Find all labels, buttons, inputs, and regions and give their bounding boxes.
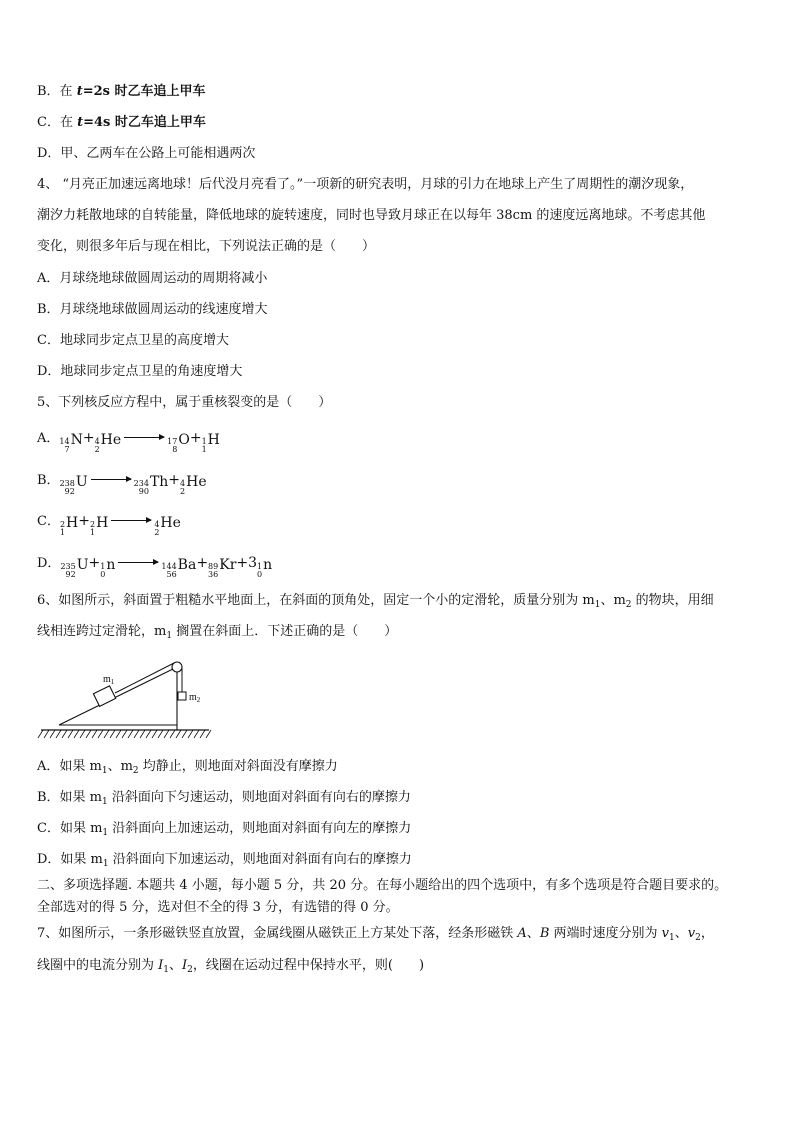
q4-stem-line-3: 变化，则很多年后与现在相比，下列说法正确的是（ ） <box>37 239 376 254</box>
option-label: D． <box>37 556 61 571</box>
q3-option-d: D．甲、乙两车在公路上可能相遇两次 <box>37 146 256 161</box>
mass-number: 4 <box>94 437 100 446</box>
incline <box>59 667 177 725</box>
element-symbol: He <box>186 474 207 490</box>
mass-number: 2 <box>59 520 66 529</box>
mass-number: 17 <box>167 437 178 446</box>
atomic-number: 8 <box>172 445 178 454</box>
atomic-number: 1 <box>59 528 66 537</box>
nuclide <box>154 515 181 537</box>
nuclide <box>180 474 207 496</box>
q4-option-b: B．月球绕地球做圆周运动的线速度增大 <box>37 302 268 317</box>
atomic-number: 90 <box>138 487 149 496</box>
element-symbol: He <box>100 432 122 448</box>
element-symbol: U <box>76 557 89 573</box>
q5-option-a <box>37 430 220 454</box>
element-symbol: N <box>70 432 83 448</box>
nuclide <box>202 432 220 454</box>
option-label: C． <box>37 514 60 529</box>
atomic-number: 7 <box>64 445 70 454</box>
q7-stem-line-1: 7、如图所示，一条形磁铁竖直放置，金属线圈从磁铁正上方某处下落，经条形磁铁 A、B 两端时速度分别为 $v_1$、$v_2$， <box>37 926 714 943</box>
mass-number: 89 <box>208 562 219 571</box>
q6-option-b: B．如果 $m_1$ 沿斜面向下匀速运动，则地面对斜面有向右的摩擦力 <box>37 790 411 807</box>
label-m1: $m_1$ <box>103 674 115 686</box>
nuclide <box>100 557 115 579</box>
q4-option-a: A．月球绕地球做圆周运动的周期将减小 <box>37 271 268 286</box>
plus-sign: + <box>82 430 95 446</box>
atomic-number: 2 <box>154 528 160 537</box>
atomic-number: 1 <box>90 528 96 537</box>
atomic-number: 1 <box>201 445 207 454</box>
q4-option-c: C．地球同步定点卫星的高度增大 <box>37 333 229 348</box>
reaction-arrow <box>91 479 131 480</box>
mass-number: 235 <box>60 562 76 571</box>
q6-stem-line-2: 线相连跨过定滑轮，$m_1$ 搁置在斜面上．下述正确的是（ ） <box>37 624 398 641</box>
element-symbol: He <box>160 515 181 531</box>
mass-number: 14 <box>59 437 70 446</box>
q6-option-d: D．如果 $m_1$ 沿斜面向下加速运动，则地面对斜面有向右的摩擦力 <box>37 852 412 869</box>
atomic-number: 2 <box>180 487 186 496</box>
q5-option-d <box>37 555 272 579</box>
q6-option-c: C．如果 $m_1$ 沿斜面向上加速运动，则地面对斜面有向左的摩擦力 <box>37 821 412 838</box>
nuclide <box>59 432 82 454</box>
nuclide <box>134 474 169 496</box>
mass-number: 238 <box>59 479 75 488</box>
element-symbol: Th <box>149 474 169 490</box>
q3-option-b: B．在 t=2s 时乙车追上甲车 <box>37 84 206 99</box>
mass-number: 4 <box>154 520 160 529</box>
atomic-number: 36 <box>208 570 219 579</box>
mass-number: 2 <box>90 520 96 529</box>
nuclide <box>257 557 272 579</box>
element-symbol: H <box>207 432 220 448</box>
mass-number: 4 <box>180 479 186 488</box>
q5-option-c <box>37 513 181 537</box>
element-symbol: U <box>75 474 88 490</box>
mass-number: 1 <box>257 562 263 571</box>
mass-number: 1 <box>201 437 207 446</box>
q6-stem-line-1: 6、如图所示，斜面置于粗糙水平地面上，在斜面的顶角处，固定一个小的定滑轮，质量分别为 $m_1$、$m_2$ 的物块，用细 <box>37 593 714 610</box>
element-symbol: n <box>263 557 273 573</box>
element-symbol: H <box>66 515 79 531</box>
q3-option-c: C．在 t=4s 时乙车追上甲车 <box>37 115 206 130</box>
option-label: B． <box>37 473 60 488</box>
string-incline <box>115 663 174 693</box>
q6-option-a: A．如果 $m_1$、$m_2$ 均静止，则地面对斜面没有摩擦力 <box>37 759 338 776</box>
reaction-arrow <box>111 520 151 521</box>
nuclide <box>161 557 196 579</box>
atomic-number: 0 <box>100 570 106 579</box>
nuclide <box>95 432 122 454</box>
section-2-heading-line-1: 二、多项选择题. 本题共 4 小题，每小题 5 分，共 20 分。在每小题给出的四个选项中，有多个选项是符合题目要求的。 <box>37 878 728 893</box>
ground-hatching <box>38 730 211 738</box>
plus-sign: +3 <box>236 555 258 571</box>
reaction-arrow <box>118 562 158 563</box>
block-m1 <box>93 686 115 707</box>
nuclide <box>167 432 190 454</box>
mass-number: 144 <box>161 562 177 571</box>
reaction-arrow <box>124 437 164 438</box>
plus-sign: + <box>168 472 181 488</box>
mass-number: 234 <box>133 479 149 488</box>
atomic-number: 56 <box>166 570 177 579</box>
plus-sign: + <box>88 555 101 571</box>
element-symbol: O <box>178 432 190 448</box>
q4-stem-line-1: 4、 “月亮正加速远离地球！后代没月亮看了。”一项新的研究表明，月球的引力在地球上产生了周期性的潮汐现象， <box>37 177 694 192</box>
element-symbol: H <box>96 515 109 531</box>
section-2-heading-line-2: 全部选对的得 5 分，选对但不全的得 3 分，有选错的得 0 分。 <box>37 900 399 915</box>
atomic-number: 0 <box>257 570 263 579</box>
plus-sign: + <box>189 430 202 446</box>
nuclide <box>60 557 88 579</box>
mass-number: 1 <box>100 562 106 571</box>
q4-option-d: D．地球同步定点卫星的角速度增大 <box>37 364 243 379</box>
option-label: A． <box>37 431 60 446</box>
atomic-number: 92 <box>65 570 76 579</box>
nuclide <box>60 474 88 496</box>
element-symbol: Kr <box>219 557 237 573</box>
plus-sign: + <box>78 513 90 529</box>
incline-pulley-figure <box>37 655 217 745</box>
q7-stem-line-2: 线圈中的电流分别为 $I_1$、$I_2$，线圈在运动过程中保持水平，则( ) <box>37 958 425 975</box>
nuclide <box>208 557 236 579</box>
nuclide <box>60 515 78 537</box>
plus-sign: + <box>196 555 209 571</box>
nuclide <box>90 515 108 537</box>
block-m2 <box>178 692 186 700</box>
atomic-number: 2 <box>94 445 100 454</box>
atomic-number: 92 <box>64 487 75 496</box>
q4-stem-line-2: 潮汐力耗散地球的自转能量，降低地球的旋转速度，同时也导致月球正在以每年 38cm 的速度远离地球。不考虑其他 <box>37 208 706 223</box>
element-symbol: Ba <box>177 557 197 573</box>
q5-stem: 5、下列核反应方程中，属于重核裂变的是（ ） <box>37 395 332 410</box>
element-symbol: n <box>106 557 116 573</box>
q5-option-b <box>37 472 207 496</box>
label-m2: $m_2$ <box>189 692 201 704</box>
